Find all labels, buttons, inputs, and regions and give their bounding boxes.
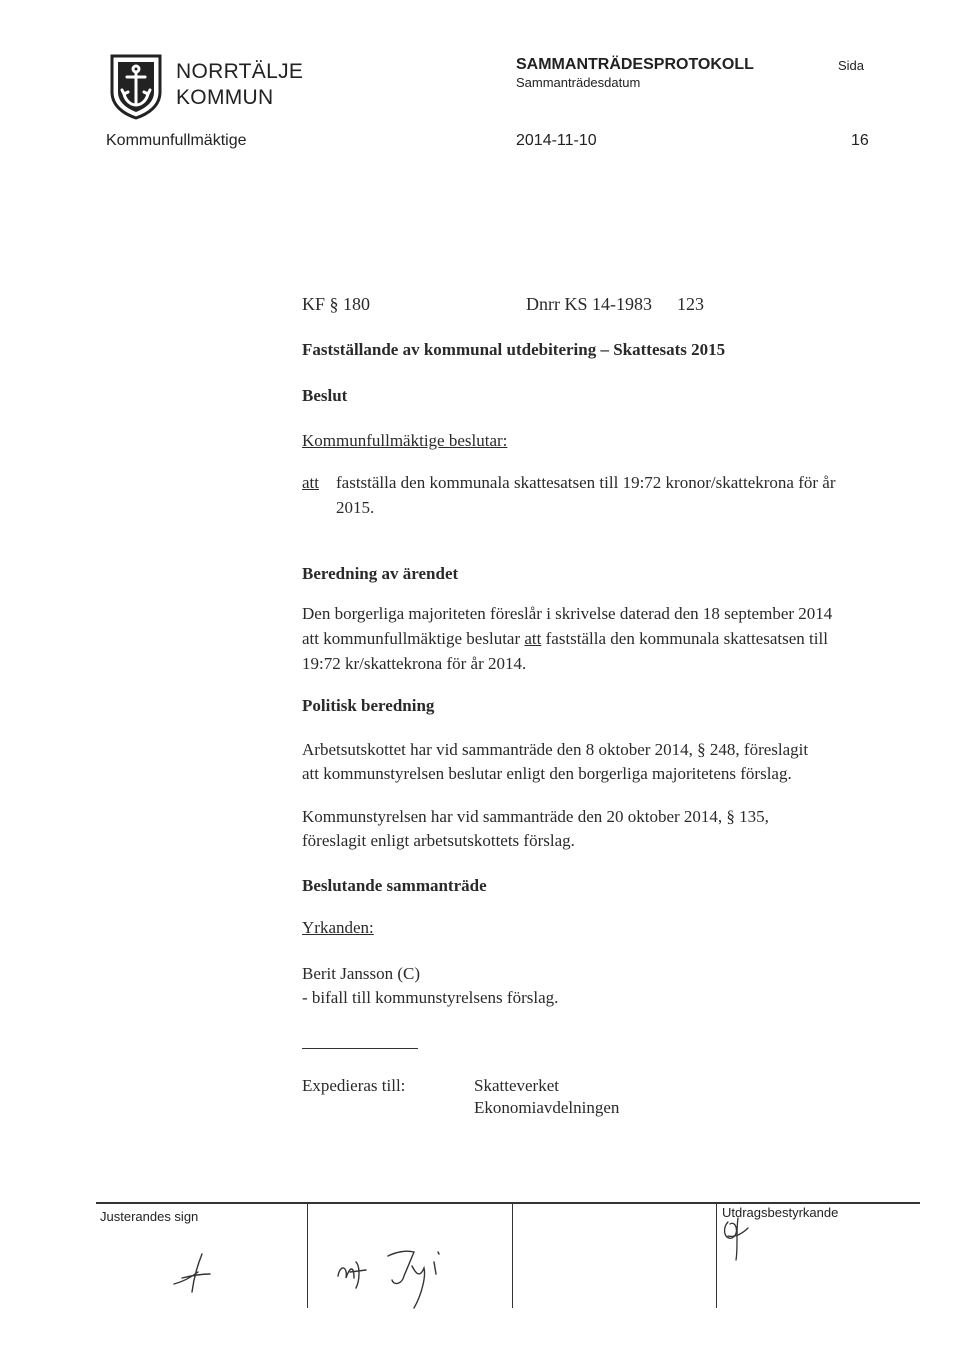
beredning-att-word: att [524, 629, 542, 648]
doc-title: SAMMANTRÄDESPROTOKOLL [516, 56, 754, 73]
politisk-p1-line1: Arbetsutskottet har vid sammanträde den 8 oktober 2014, § 248, föreslagit [302, 740, 809, 759]
beredning-line3: 19:72 kr/skattekrona för år 2014. [302, 654, 527, 673]
justerandes-sign-label: Justerandes sign [100, 1209, 199, 1224]
politisk-heading: Politisk beredning [302, 696, 435, 715]
beslut-heading: Beslut [302, 386, 348, 405]
org-name-line1: NORRTÄLJE [176, 60, 304, 83]
yrkanden-label: Yrkanden: [302, 918, 374, 937]
beredning-line1: Den borgerliga majoriteten föreslår i skrivelse daterad den 18 september 2014 [302, 604, 833, 623]
utdrag-label: Utdragsbestyrkande [722, 1205, 839, 1220]
beredning-heading: Beredning av ärendet [302, 564, 459, 583]
att-word: att [302, 473, 319, 492]
decision-line2: 2015. [336, 498, 375, 517]
footer-top-rule [96, 1202, 920, 1204]
separator-line [302, 1048, 418, 1049]
footer-divider-1 [307, 1203, 308, 1308]
motion-text: - bifall till kommunstyrelsens förslag. [302, 988, 559, 1007]
beredning-line2 [302, 629, 828, 649]
expedieras-label: Expedieras till: [302, 1076, 406, 1095]
decides-label: Kommunfullmäktige beslutar: [302, 431, 508, 450]
beredning-line2-start: att kommunfullmäktige beslutar [302, 629, 525, 648]
politisk-p1-line2: att kommunstyrelsen beslutar enligt den borgerliga majoritetens förslag. [302, 764, 792, 783]
diary-ref: Dnrr KS 14-1983 [526, 294, 652, 314]
date-label: Sammanträdesdatum [516, 75, 641, 90]
beredning-line2-end: fastställa den kommunala skattesatsen till [541, 629, 828, 648]
sammantrade-heading: Beslutande sammanträde [302, 876, 487, 895]
org-unit: Kommunfullmäktige [106, 132, 247, 149]
speaker-name: Berit Jansson (C) [302, 964, 421, 983]
politisk-p2-line2: föreslagit enligt arbetsutskottets förslag. [302, 831, 575, 850]
org-name-line2: KOMMUN [176, 86, 274, 109]
paragraph-ref: KF § 180 [302, 294, 371, 314]
signature-2 [334, 1236, 464, 1316]
page-label: Sida [838, 58, 865, 73]
footer-divider-2 [512, 1203, 513, 1308]
decision-line1: fastställa den kommunala skattesatsen till 19:72 kronor/skattekrona för år [336, 473, 836, 492]
meeting-date: 2014-11-10 [516, 132, 597, 149]
footer-divider-3 [716, 1203, 717, 1308]
signature-3 [718, 1214, 758, 1264]
recipient-1: Skatteverket [474, 1076, 559, 1095]
politisk-p2-line1: Kommunstyrelsen har vid sammanträde den 20 oktober 2014, § 135, [302, 807, 769, 826]
item-title: Fastställande av kommunal utdebitering – Skattesats 2015 [302, 340, 726, 359]
recipient-2: Ekonomiavdelningen [474, 1098, 620, 1117]
municipality-crest-icon [108, 52, 164, 120]
diary-extra: 123 [677, 294, 704, 314]
page-number: 16 [851, 132, 869, 149]
signature-1 [168, 1248, 218, 1298]
